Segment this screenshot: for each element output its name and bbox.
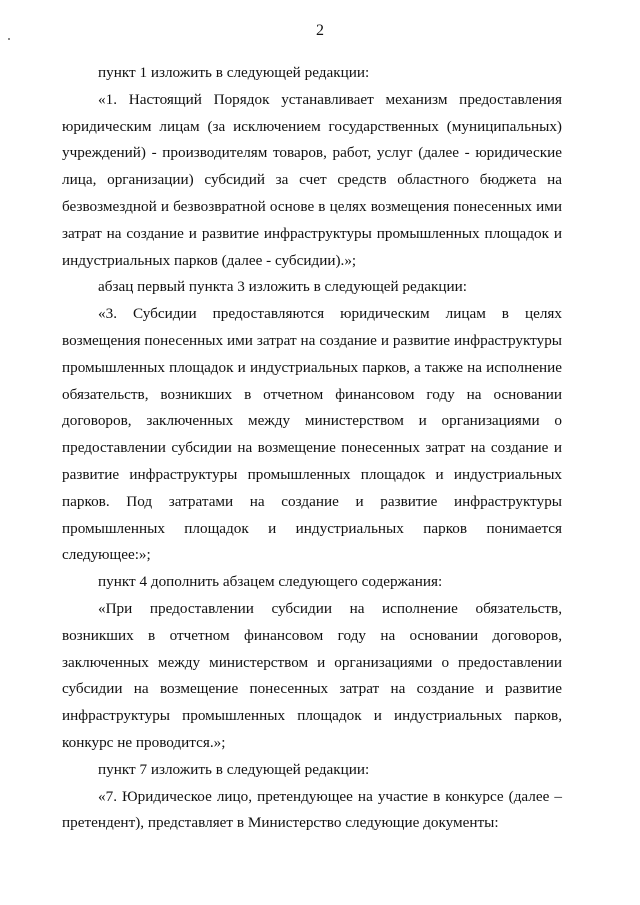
paragraph-instruction-2: абзац первый пункта 3 изложить в следующей редакции:	[98, 278, 468, 296]
paragraph-instruction-4: пункт 7 изложить в следующей редакции:	[98, 760, 370, 778]
document-body	[62, 60, 562, 837]
paragraph-clause-1: «1. Настоящий Порядок устанавливает механизм предоставления юридическим лицам (за исключением государственных (муниципальных) учреждений) - производителям товаров, работ, услуг (далее - юридические лица, организации) субсидий за счет средств областного бюджета на безвозмездной и безвозвратной основе в целях возмещения понесенных ими затрат на создание и развитие инфраструктуры промышленных площадок и индустриальных парков (далее - субсидии).»;	[62, 90, 562, 269]
paragraph-clause-3: «3. Субсидии предоставляются юридическим лицам в целях возмещения понесенных ими затрат на создание и развитие инфраструктуры промышленных площадок и индустриальных парков, а также на исполнение обязательств, возникших в отчетном финансовом году на основании договоров, заключенных между министерством и организациями о предоставлении субсидии на возмещение понесенных затрат на создание и развитие инфраструктуры промышленных площадок и индустриальных парков. Под затратами на создание и развитие инфраструктуры промышленных площадок и индустриальных парков понимается следующее:»;	[62, 305, 562, 564]
paragraph-instruction-3: пункт 4 дополнить абзацем следующего содержания:	[98, 573, 443, 591]
paragraph-clause-7: «7. Юридическое лицо, претендующее на участие в конкурсе (далее – претендент), представляет в Министерство следующие документы:	[62, 787, 562, 832]
paragraph-clause-4-addition: «При предоставлении субсидии на исполнение обязательств, возникших в отчетном финансовом году на основании договоров, заключенных между министерством и организациями о предоставлении субсидии на возмещение понесенных затрат на создание и развитие инфраструктуры промышленных площадок и индустриальных парков, конкурс не проводится.»;	[62, 599, 562, 751]
page-number: 2	[316, 22, 324, 39]
paragraph-instruction-1: пункт 1 изложить в следующей редакции:	[98, 64, 370, 81]
